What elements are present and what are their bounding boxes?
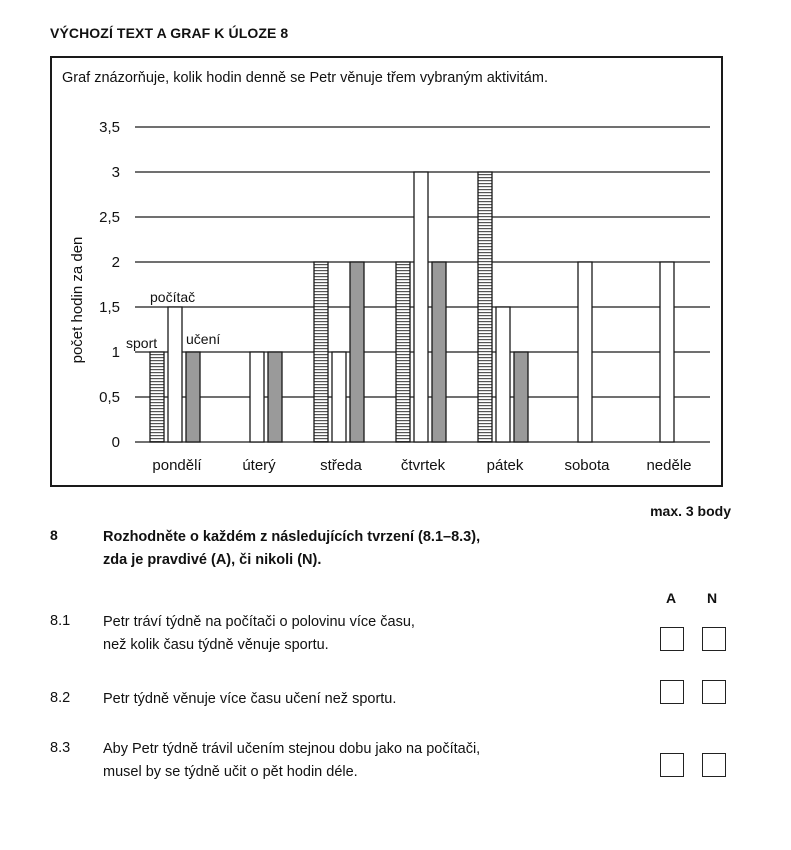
bar-učení-čtvrtek bbox=[432, 262, 446, 442]
x-tick-label: sobota bbox=[564, 457, 610, 474]
statement-text bbox=[103, 688, 603, 711]
item-number: 8.1 bbox=[50, 613, 71, 629]
column-header-n: N bbox=[707, 590, 718, 606]
bar-sport-čtvrtek bbox=[396, 262, 410, 442]
series-label-sport: sport bbox=[126, 335, 158, 351]
x-tick-label: úterý bbox=[242, 457, 276, 474]
statement-line: musel by se týdně učit o pět hodin déle. bbox=[103, 764, 358, 780]
x-tick-label: neděle bbox=[646, 457, 692, 474]
bar-počítač-středa bbox=[332, 352, 346, 442]
checkbox-8-3-n[interactable] bbox=[702, 753, 726, 777]
checkbox-8-2-n[interactable] bbox=[702, 680, 726, 704]
y-axis-label: počet hodin za den bbox=[69, 236, 86, 364]
statement-line: Aby Petr týdně trávil učením stejnou dobu jako na počítači, bbox=[103, 741, 481, 757]
y-tick-label: 1 bbox=[111, 344, 120, 361]
bar-učení-úterý bbox=[268, 352, 282, 442]
y-tick-label: 0,5 bbox=[99, 389, 120, 406]
bar-počítač-čtvrtek bbox=[414, 172, 428, 442]
bar-sport-pátek bbox=[478, 172, 492, 442]
statement-text bbox=[103, 738, 603, 784]
statement-line: Petr tráví týdně na počítači o polovinu více času, bbox=[103, 614, 415, 630]
statement-line: než kolik času týdně věnuje sportu. bbox=[103, 637, 329, 653]
checkbox-8-2-a[interactable] bbox=[660, 680, 684, 704]
x-tick-label: pondělí bbox=[152, 457, 202, 474]
y-tick-label: 2,5 bbox=[99, 209, 120, 226]
question-line-2: zda je pravdivé (A), či nikoli (N). bbox=[103, 552, 322, 568]
x-tick-label: pátek bbox=[486, 457, 524, 474]
question-number: 8 bbox=[50, 527, 58, 543]
checkbox-8-1-n[interactable] bbox=[702, 627, 726, 651]
item-number: 8.3 bbox=[50, 740, 71, 756]
y-tick-label: 2 bbox=[111, 254, 120, 271]
question-line-1: Rozhodněte o každém z následujících tvrzení (8.1–8.3), bbox=[103, 529, 481, 545]
bar-počítač-pátek bbox=[496, 307, 510, 442]
bar-učení-pondělí bbox=[186, 352, 200, 442]
checkbox-8-1-a[interactable] bbox=[660, 627, 684, 651]
bar-učení-středa bbox=[350, 262, 364, 442]
bar-sport-středa bbox=[314, 262, 328, 442]
y-tick-label: 3,5 bbox=[99, 119, 120, 136]
task-heading: VÝCHOZÍ TEXT A GRAF K ÚLOZE 8 bbox=[50, 25, 289, 41]
series-label-počítač: počítač bbox=[150, 289, 196, 305]
bar-učení-pátek bbox=[514, 352, 528, 442]
item-number: 8.2 bbox=[50, 690, 71, 706]
statement-line: Petr týdně věnuje více času učení než sportu. bbox=[103, 691, 397, 707]
bar-počítač-pondělí bbox=[168, 307, 182, 442]
chart-caption: Graf znázorňuje, kolik hodin denně se Petr věnuje třem vybraným aktivitám. bbox=[62, 70, 548, 86]
x-tick-label: středa bbox=[320, 457, 362, 474]
question-text bbox=[103, 526, 623, 572]
y-tick-label: 0 bbox=[111, 434, 120, 451]
series-label-učení: učení bbox=[186, 331, 221, 347]
bar-počítač-sobota bbox=[578, 262, 592, 442]
checkbox-8-3-a[interactable] bbox=[660, 753, 684, 777]
bar-počítač-neděle bbox=[660, 262, 674, 442]
x-tick-label: čtvrtek bbox=[400, 457, 446, 474]
statement-text bbox=[103, 611, 603, 657]
bar-počítač-úterý bbox=[250, 352, 264, 442]
y-tick-label: 1,5 bbox=[99, 299, 120, 316]
bar-sport-pondělí bbox=[150, 352, 164, 442]
max-points: max. 3 body bbox=[650, 503, 731, 519]
y-tick-label: 3 bbox=[111, 164, 120, 181]
column-header-a: A bbox=[666, 590, 677, 606]
